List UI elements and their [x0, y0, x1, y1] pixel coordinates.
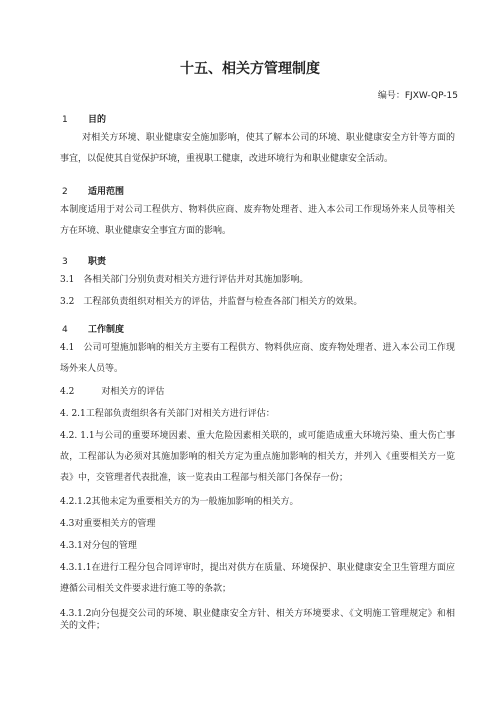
paragraph-4-3: 4.3对重要相关方的管理: [60, 519, 156, 529]
paragraph-4-3-1-2: 4.3.1.2向分包提交公司的环境、职业健康安全方针、相关方环境要求、《文明施工管理规定》和相关的文件；: [60, 609, 455, 631]
paragraph-scope: 本制度适用于对公司工程供方、物料供应商、废弃物处理者、进入本公司工作现场外来人员等相关方在环境、职业健康安全事宜方面的影响。: [60, 205, 455, 236]
section-heading-work-system: [62, 322, 124, 335]
section-title: 适用范围: [88, 187, 125, 197]
paragraph-purpose: 对相关方环境、职业健康安全施加影响，使其了解本公司的环境、职业健康安全方针等方面的事宜，以促使其自觉保护环境，重视职工健康，改进环境行为和职业健康安全活动。: [60, 133, 455, 164]
section-title: 工作制度: [88, 325, 125, 335]
paragraph-4-2-1-2: 4.2.1.2其他未定为重要相关方的为一般施加影响的相关方。: [60, 497, 299, 507]
section-number: 1: [62, 115, 68, 125]
paragraph-4-1: 4.1 公司可望施加影响的相关方主要有工程供方、物料供应商、废弃物处理者、进入本公司工作现场外来人员等。: [60, 343, 455, 374]
section-number: 4: [62, 325, 68, 335]
section-heading-duties: [62, 254, 106, 267]
section-heading-purpose: [62, 112, 106, 125]
document-number: 编号：FJXW-QP-15: [377, 91, 458, 101]
section-title: 职责: [88, 257, 107, 267]
paragraph-4-2-1-1: 4.2. 1.1与公司的重要环境因素、重大危险因素相关联的，或可能造成重大环境污染、重大伤亡事故，工程部认为必须对其施加影响的相关方定为重点施加影响的相关方，并列入《重要相关方一览表》中，交管理者代表批准，该一览表由工程部与相关部门各保存一份；: [60, 431, 455, 483]
section-number: 3: [62, 257, 68, 267]
paragraph-4-3-1-1: 4.3.1.1在进行工程分包合同评审时，提出对供方在质量、环境保护、职业健康安全卫生管理方面应遵循公司相关文件要求进行施工等的条款；: [60, 563, 455, 594]
paragraph-4-2: 4.2 对相关方的评估: [60, 387, 165, 397]
paragraph-4-2-1: 4. 2.1工程部负责组织各有关部门对相关方进行评估：: [60, 409, 275, 419]
section-number: 2: [62, 187, 68, 197]
paragraph-duty-1: 3.1 各相关部门分别负责对相关方进行评估并对其施加影响。: [60, 275, 309, 285]
section-title: 目的: [88, 115, 107, 125]
section-heading-scope: [62, 184, 124, 197]
paragraph-4-3-1: 4.3.1对分包的管理: [60, 541, 137, 551]
document-title: 十五、相关方管理制度: [180, 61, 320, 77]
paragraph-duty-2: 3.2 工程部负责组织对相关方的评估，并监督与检查各部门相关方的效果。: [60, 297, 363, 307]
